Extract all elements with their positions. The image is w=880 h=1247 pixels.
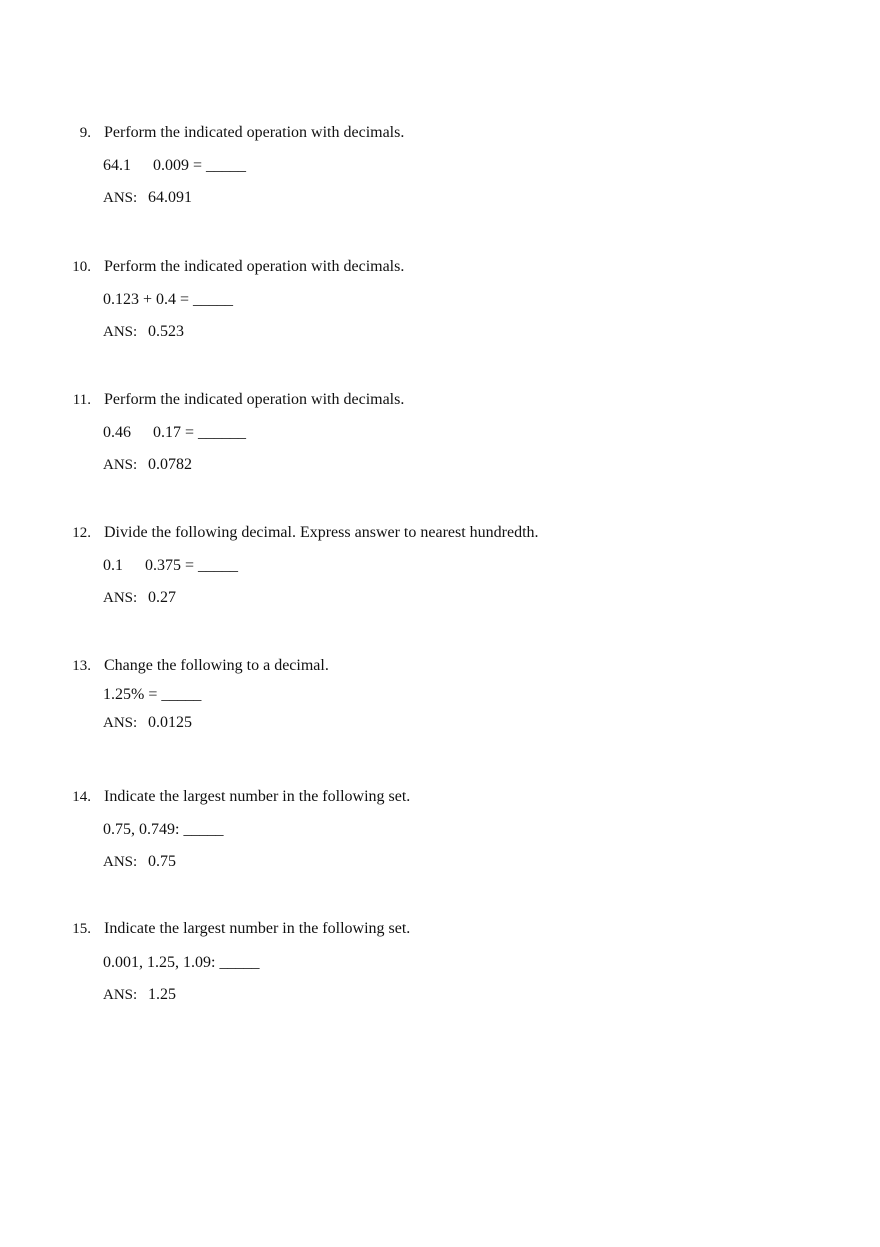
expression-right: 0.009 = _____ bbox=[153, 157, 247, 174]
answer-value: 1.25 bbox=[148, 986, 176, 1003]
question-stem: Indicate the largest number in the following set. bbox=[104, 788, 411, 805]
expression-left: 0.123 + 0.4 = _____ bbox=[103, 291, 234, 308]
question-stem: Change the following to a decimal. bbox=[104, 657, 329, 674]
question-expression bbox=[103, 157, 246, 175]
question-9 bbox=[0, 124, 880, 224]
question-13 bbox=[0, 657, 880, 757]
question-number: 15. bbox=[72, 921, 91, 937]
answer bbox=[103, 986, 176, 1004]
answer-label: ANS: bbox=[103, 987, 138, 1003]
expression-left: 0.75, 0.749: _____ bbox=[103, 821, 224, 838]
question-stem: Perform the indicated operation with decimals. bbox=[104, 258, 405, 275]
expression-right: 0.375 = _____ bbox=[145, 557, 239, 574]
question-expression bbox=[103, 821, 223, 839]
answer-label: ANS: bbox=[103, 190, 138, 206]
question-number: 13. bbox=[72, 658, 91, 674]
question-number: 12. bbox=[72, 525, 91, 541]
expression-left: 0.1 bbox=[103, 557, 123, 574]
expression-left: 0.46 bbox=[103, 424, 131, 441]
question-stem: Perform the indicated operation with decimals. bbox=[104, 391, 405, 408]
question-14 bbox=[0, 788, 880, 888]
expression-left: 64.1 bbox=[103, 157, 131, 174]
answer bbox=[103, 456, 192, 474]
answer-value: 0.0125 bbox=[148, 714, 192, 731]
question-11 bbox=[0, 391, 880, 491]
question-stem: Indicate the largest number in the following set. bbox=[104, 920, 411, 937]
expression-right: 0.17 = ______ bbox=[153, 424, 247, 441]
question-number: 10. bbox=[72, 259, 91, 275]
question-stem: Perform the indicated operation with decimals. bbox=[104, 124, 405, 141]
question-expression bbox=[103, 424, 246, 442]
answer-value: 64.091 bbox=[148, 189, 192, 206]
question-number: 9. bbox=[79, 125, 91, 141]
question-number: 14. bbox=[72, 789, 91, 805]
answer-label: ANS: bbox=[103, 324, 138, 340]
answer bbox=[103, 853, 176, 871]
question-10 bbox=[0, 258, 880, 358]
question-12 bbox=[0, 524, 880, 624]
question-number: 11. bbox=[72, 392, 91, 408]
answer bbox=[103, 714, 192, 732]
answer bbox=[103, 189, 192, 207]
answer-value: 0.523 bbox=[148, 323, 184, 340]
question-stem: Divide the following decimal. Express answer to nearest hundredth. bbox=[104, 524, 539, 541]
answer-value: 0.0782 bbox=[148, 456, 192, 473]
question-expression bbox=[103, 557, 238, 575]
answer-label: ANS: bbox=[103, 854, 138, 870]
answer-label: ANS: bbox=[103, 590, 138, 606]
answer-label: ANS: bbox=[103, 715, 138, 731]
answer-value: 0.27 bbox=[148, 589, 176, 606]
question-expression bbox=[103, 954, 259, 972]
answer bbox=[103, 323, 184, 341]
answer bbox=[103, 589, 176, 607]
question-expression bbox=[103, 686, 201, 704]
expression-left: 1.25% = _____ bbox=[103, 686, 202, 703]
answer-value: 0.75 bbox=[148, 853, 176, 870]
question-15 bbox=[0, 920, 880, 1020]
question-expression bbox=[103, 291, 233, 309]
answer-label: ANS: bbox=[103, 457, 138, 473]
expression-left: 0.001, 1.25, 1.09: _____ bbox=[103, 954, 260, 971]
